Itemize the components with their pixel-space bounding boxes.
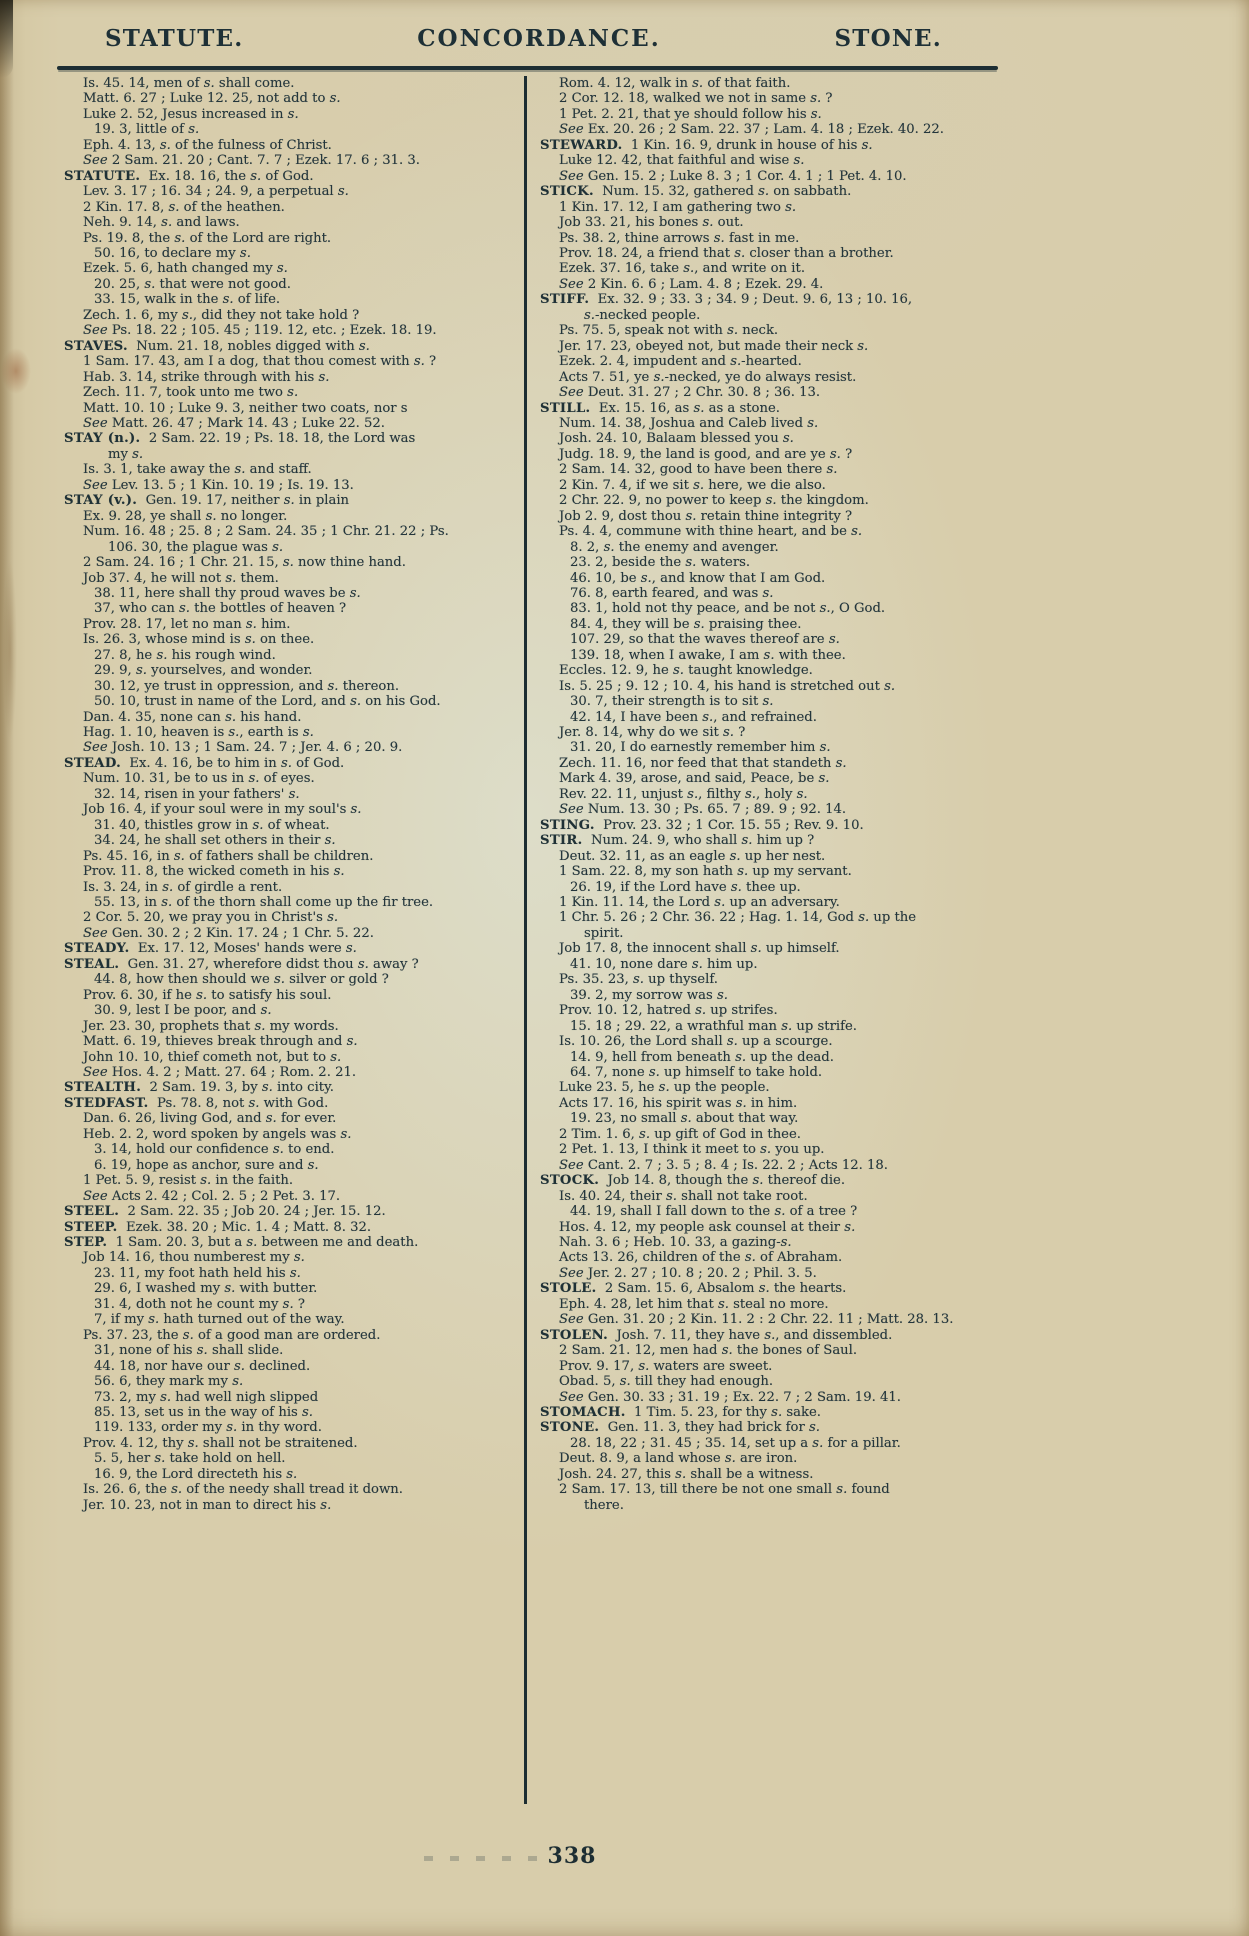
see-label: See xyxy=(559,802,584,818)
concordance-line: 2 Sam. 17. 13, till there be not one small s. found xyxy=(559,1482,890,1498)
concordance-line: See 2 Kin. 6. 6 ; Lam. 4. 8 ; Ezek. 29. 4. xyxy=(559,276,824,292)
concordance-line: 30. 12, ye trust in oppression, and s. thereon. xyxy=(94,678,400,694)
entry-headword: STEDFAST. xyxy=(64,1095,149,1111)
concordance-line: STEP. 1 Sam. 20. 3, but a s. between me and death. xyxy=(64,1234,419,1250)
concordance-line: See Hos. 4. 2 ; Matt. 27. 64 ; Rom. 2. 21. xyxy=(83,1065,357,1080)
entry-headword: STEADY. xyxy=(64,941,130,957)
concordance-line: 56. 6, they mark my s. xyxy=(94,1374,244,1390)
concordance-line: Deut. 32. 11, as an eagle s. up her nest. xyxy=(559,848,826,864)
concordance-line: 2 Kin. 7. 4, if we sit s. here, we die also. xyxy=(559,477,826,493)
see-label: See xyxy=(559,122,584,138)
concordance-line: Hos. 4. 12, my people ask counsel at their s. xyxy=(559,1219,856,1235)
concordance-line: Matt. 6. 19, thieves break through and s. xyxy=(83,1034,358,1050)
concordance-line: STEALTH. 2 Sam. 19. 3, by s. into city. xyxy=(64,1080,334,1096)
concordance-line: Num. 10. 31, be to us in s. of eyes. xyxy=(83,771,315,787)
concordance-line: 15. 18 ; 29. 22, a wrathful man s. up strife. xyxy=(570,1018,858,1034)
concordance-line: 39. 2, my sorrow was s. xyxy=(570,987,728,1003)
concordance-line: Prov. 28. 17, let no man s. him. xyxy=(83,616,291,632)
concordance-line: 1 Kin. 11. 14, the Lord s. up an adversary. xyxy=(559,895,840,911)
concordance-line: STIFF. Ex. 32. 9 ; 33. 3 ; 34. 9 ; Deut. 9. 6, 13 ; 10. 16, xyxy=(540,292,913,308)
concordance-line: 44. 19, shall I fall down to the s. of a tree ? xyxy=(570,1204,858,1220)
concordance-line: John 10. 10, thief cometh not, but to s. xyxy=(83,1049,342,1065)
concordance-line: Rev. 22. 11, unjust s., filthy s., holy s. xyxy=(559,786,808,802)
concordance-line: Ps. 75. 5, speak not with s. neck. xyxy=(559,323,779,339)
concordance-line: Jer. 10. 23, not in man to direct his s. xyxy=(83,1497,332,1513)
concordance-line: 5. 5, her s. take hold on hell. xyxy=(94,1451,286,1467)
concordance-line: Luke 12. 42, that faithful and wise s. xyxy=(559,153,805,169)
right-column xyxy=(524,76,994,1804)
entry-headword: STOLEN. xyxy=(540,1327,609,1343)
concordance-line: 19. 23, no small s. about that way. xyxy=(570,1111,799,1127)
entry-headword: STING. xyxy=(540,817,595,833)
concordance-line: Is. 45. 14, men of s. shall come. xyxy=(83,76,295,91)
concordance-line: See Num. 13. 30 ; Ps. 65. 7 ; 89. 9 ; 92. 14. xyxy=(559,802,847,818)
see-label: See xyxy=(559,168,584,184)
concordance-line: 29. 9, s. yourselves, and wonder. xyxy=(94,663,313,679)
concordance-line: 139. 18, when I awake, I am s. with thee. xyxy=(570,647,846,663)
entry-headword: STOLE. xyxy=(540,1281,597,1297)
concordance-line: STEAD. Ex. 4. 16, be to him in s. of God. xyxy=(64,755,345,771)
entry-headword: STAY (v.). xyxy=(64,493,138,509)
concordance-line: Matt. 6. 27 ; Luke 12. 25, not add to s. xyxy=(83,91,341,107)
concordance-line: See Gen. 30. 33 ; 31. 19 ; Ex. 22. 7 ; 2 Sam. 19. 41. xyxy=(559,1389,901,1405)
concordance-line: 107. 29, so that the waves thereof are s. xyxy=(570,632,840,648)
edge-stain xyxy=(3,560,17,740)
see-label: See xyxy=(83,740,108,756)
running-head-left: STATUTE. xyxy=(105,25,244,52)
concordance-line: 16. 9, the Lord directeth his s. xyxy=(94,1466,298,1482)
see-label: See xyxy=(559,1265,584,1281)
concordance-line: STILL. Ex. 15. 16, as s. as a stone. xyxy=(540,400,780,416)
concordance-line: s.-necked people. xyxy=(584,307,701,323)
concordance-line: Is. 26. 3, whose mind is s. on thee. xyxy=(83,632,315,648)
see-label: See xyxy=(83,1188,108,1204)
concordance-line: 19. 3, little of s. xyxy=(94,122,200,138)
concordance-line: spirit. xyxy=(584,925,624,941)
page-number: 338 xyxy=(547,1843,597,1869)
concordance-line: STEEL. 2 Sam. 22. 35 ; Job 20. 24 ; Jer. 15. 12. xyxy=(64,1204,386,1220)
concordance-line: STING. Prov. 23. 32 ; 1 Cor. 15. 55 ; Rev. 9. 10. xyxy=(540,817,864,833)
concordance-line: Neh. 9. 14, s. and laws. xyxy=(83,215,240,231)
concordance-line: STEADY. Ex. 17. 12, Moses' hands were s. xyxy=(64,941,357,957)
concordance-line: See Gen. 15. 2 ; Luke 8. 3 ; 1 Cor. 4. 1 ; 1 Pet. 4. 10. xyxy=(559,168,907,184)
see-label: See xyxy=(559,1312,584,1328)
entry-headword: STEWARD. xyxy=(540,137,623,153)
concordance-line: STOLE. 2 Sam. 15. 6, Absalom s. the hearts. xyxy=(540,1281,847,1297)
concordance-line: See Ps. 18. 22 ; 105. 45 ; 119. 12, etc. ; Ezek. 18. 19. xyxy=(83,323,437,339)
running-head-center: CONCORDANCE. xyxy=(417,25,661,52)
concordance-line: 2 Cor. 12. 18, walked we not in same s. ? xyxy=(559,91,833,107)
entry-headword: STILL. xyxy=(540,400,591,416)
concordance-line: 50. 10, trust in name of the Lord, and s. on his God. xyxy=(94,694,441,710)
concordance-line: Dan. 4. 35, none can s. his hand. xyxy=(83,709,302,725)
concordance-line: Prov. 10. 12, hatred s. up strifes. xyxy=(559,1003,778,1019)
concordance-line: See Gen. 31. 20 ; 2 Kin. 11. 2 : 2 Chr. 22. 11 ; Matt. 28. 13. xyxy=(559,1312,954,1328)
concordance-line: Job 17. 8, the innocent shall s. up himself. xyxy=(559,941,840,957)
concordance-line: Matt. 10. 10 ; Luke 9. 3, neither two coats, nor s xyxy=(83,400,408,416)
concordance-line: 31. 4, doth not he count my s. ? xyxy=(94,1296,305,1312)
concordance-line: 31. 40, thistles grow in s. of wheat. xyxy=(94,817,330,833)
concordance-line: 26. 19, if the Lord have s. thee up. xyxy=(570,879,801,895)
see-label: See xyxy=(83,925,108,941)
concordance-line: Dan. 6. 26, living God, and s. for ever. xyxy=(83,1111,337,1127)
concordance-line: Job 37. 4, he will not s. them. xyxy=(83,570,279,586)
concordance-line: there. xyxy=(584,1497,624,1513)
concordance-line: 31, none of his s. shall slide. xyxy=(94,1343,284,1359)
pencil-marks xyxy=(424,1856,542,1861)
concordance-line: 37, who can s. the bottles of heaven ? xyxy=(94,601,347,617)
concordance-line: 41. 10, none dare s. him up. xyxy=(570,956,758,972)
concordance-line: Josh. 24. 27, this s. shall be a witness. xyxy=(559,1466,814,1482)
concordance-line: STONE. Gen. 11. 3, they had brick for s. xyxy=(540,1420,820,1436)
concordance-line: 83. 1, hold not thy peace, and be not s., O God. xyxy=(570,601,886,617)
see-label: See xyxy=(83,477,108,493)
concordance-line: 2 Pet. 1. 13, I think it meet to s. you up. xyxy=(559,1142,825,1158)
running-head xyxy=(60,25,994,52)
concordance-line: Eph. 4. 28, let him that s. steal no more. xyxy=(559,1296,829,1312)
concordance-line: Josh. 24. 10, Balaam blessed you s. xyxy=(559,431,794,447)
concordance-line: STEWARD. 1 Kin. 16. 9, drunk in house of his s. xyxy=(540,137,873,153)
concordance-line: Ezek. 37. 16, take s., and write on it. xyxy=(559,261,806,277)
concordance-line: See Cant. 2. 7 ; 3. 5 ; 8. 4 ; Is. 22. 2 ; Acts 12. 18. xyxy=(559,1157,888,1173)
concordance-line: 2 Kin. 17. 8, s. of the heathen. xyxy=(83,199,285,215)
concordance-line: Eph. 4. 13, s. of the fulness of Christ. xyxy=(83,137,332,153)
concordance-line: STIR. Num. 24. 9, who shall s. him up ? xyxy=(540,833,815,849)
entry-headword: STEEL. xyxy=(64,1204,120,1220)
concordance-line: Eccles. 12. 9, he s. taught knowledge. xyxy=(559,663,813,679)
see-label: See xyxy=(559,276,584,292)
concordance-line: my s. xyxy=(108,446,144,462)
concordance-line: 20. 25, s. that were not good. xyxy=(94,276,291,292)
concordance-line: 29. 6, I washed my s. with butter. xyxy=(94,1281,318,1297)
concordance-line: 2 Sam. 21. 12, men had s. the bones of Saul. xyxy=(559,1343,858,1359)
concordance-line: 23. 2, beside the s. waters. xyxy=(570,555,751,571)
entry-headword: STONE. xyxy=(540,1420,600,1436)
concordance-line: 1 Kin. 17. 12, I am gathering two s. xyxy=(559,199,797,215)
concordance-line: 1 Sam. 17. 43, am I a dog, that thou comest with s. ? xyxy=(83,354,437,370)
concordance-line: Job 14. 16, thou numberest my s. xyxy=(83,1250,305,1266)
concordance-line: Prov. 18. 24, a friend that s. closer than a brother. xyxy=(559,245,894,261)
see-label: See xyxy=(559,1157,584,1173)
concordance-line: 73. 2, my s. had well nigh slipped xyxy=(94,1389,319,1405)
concordance-line: See Deut. 31. 27 ; 2 Chr. 30. 8 ; 36. 13. xyxy=(559,385,821,401)
entry-headword: STICK. xyxy=(540,184,594,200)
concordance-line: STOMACH. 1 Tim. 5. 23, for thy s. sake. xyxy=(540,1404,821,1420)
entry-headword: STOMACH. xyxy=(540,1404,626,1420)
concordance-line: 85. 13, set us in the way of his s. xyxy=(94,1404,313,1420)
concordance-line: 38. 11, here shall thy proud waves be s. xyxy=(94,585,361,601)
concordance-line: 119. 133, order my s. in thy word. xyxy=(94,1420,322,1436)
concordance-line: Is. 40. 24, their s. shall not take root. xyxy=(559,1188,808,1204)
concordance-line: Rom. 4. 12, walk in s. of that faith. xyxy=(559,76,791,91)
concordance-line: Acts 13. 26, children of the s. of Abraham. xyxy=(559,1250,843,1266)
concordance-line: Jer. 8. 14, why do we sit s. ? xyxy=(559,725,746,741)
see-label: See xyxy=(83,1065,108,1080)
concordance-line: 2 Sam. 14. 32, good to have been there s. xyxy=(559,462,838,478)
concordance-line: 1 Chr. 5. 26 ; 2 Chr. 36. 22 ; Hag. 1. 14, God s. up the xyxy=(559,910,917,926)
concordance-line: 28. 18, 22 ; 31. 45 ; 35. 14, set up a s. for a pillar. xyxy=(570,1435,901,1451)
concordance-line: 8. 2, s. the enemy and avenger. xyxy=(570,539,779,555)
concordance-line: 50. 16, to declare my s. xyxy=(94,245,251,261)
concordance-line: Zech. 11. 7, took unto me two s. xyxy=(83,385,299,401)
concordance-line: Ps. 38. 2, thine arrows s. fast in me. xyxy=(559,230,800,246)
concordance-line: 31. 20, I do earnestly remember him s. xyxy=(570,740,831,756)
entry-headword: STEAD. xyxy=(64,755,121,771)
concordance-line: Luke 2. 52, Jesus increased in s. xyxy=(83,106,299,122)
see-label: See xyxy=(559,1389,584,1405)
concordance-line: 14. 9, hell from beneath s. up the dead. xyxy=(570,1049,834,1065)
ink-stain xyxy=(1,348,31,394)
concordance-line: Is. 5. 25 ; 9. 12 ; 10. 4, his hand is stretched out s. xyxy=(559,678,896,694)
concordance-line: Num. 14. 38, Joshua and Caleb lived s. xyxy=(559,415,819,431)
entry-headword: STIR. xyxy=(540,833,583,849)
concordance-line: STAY (n.). 2 Sam. 22. 19 ; Ps. 18. 18, the Lord was xyxy=(64,431,416,447)
concordance-line: 34. 24, he shall set others in their s. xyxy=(94,833,336,849)
concordance-line: STEAL. Gen. 31. 27, wherefore didst thou s. away ? xyxy=(64,956,419,972)
concordance-line: Num. 16. 48 ; 25. 8 ; 2 Sam. 24. 35 ; 1 Chr. 21. 22 ; Ps. xyxy=(83,524,449,540)
concordance-line: Is. 26. 6, the s. of the needy shall tread it down. xyxy=(83,1482,403,1498)
concordance-line: Jer. 23. 30, prophets that s. my words. xyxy=(83,1018,339,1034)
concordance-line: 64. 7, none s. up himself to take hold. xyxy=(570,1065,823,1080)
concordance-line: Lev. 3. 17 ; 16. 34 ; 24. 9, a perpetual s. xyxy=(83,184,349,200)
concordance-line: Hab. 3. 14, strike through with his s. xyxy=(83,369,330,385)
concordance-line: Ezek. 2. 4, impudent and s.-hearted. xyxy=(559,354,802,370)
concordance-line: Ex. 9. 28, ye shall s. no longer. xyxy=(83,508,288,524)
page-edge-shadow xyxy=(0,0,14,1936)
concordance-line: See Acts 2. 42 ; Col. 2. 5 ; 2 Pet. 3. 17. xyxy=(83,1188,341,1204)
concordance-line: See Jer. 2. 27 ; 10. 8 ; 20. 2 ; Phil. 3. 5. xyxy=(559,1265,817,1281)
concordance-line: Prov. 6. 30, if he s. to satisfy his soul. xyxy=(83,987,332,1003)
concordance-line: Deut. 8. 9, a land whose s. are iron. xyxy=(559,1451,798,1467)
concordance-line: 3. 14, hold our confidence s. to end. xyxy=(94,1142,335,1158)
concordance-line: Ps. 35. 23, s. up thyself. xyxy=(559,972,718,988)
concordance-line: See Lev. 13. 5 ; 1 Kin. 10. 19 ; Is. 19. 13. xyxy=(83,477,354,493)
concordance-line: 2 Cor. 5. 20, we pray you in Christ's s. xyxy=(83,910,339,926)
concordance-line: 2 Tim. 1. 6, s. up gift of God in thee. xyxy=(559,1126,801,1142)
see-label: See xyxy=(83,323,108,339)
concordance-line: 55. 13, in s. of the thorn shall come up the fir tree. xyxy=(94,895,434,911)
concordance-line: 46. 10, be s., and know that I am God. xyxy=(570,570,826,586)
concordance-line: Acts 7. 51, ye s.-necked, ye do always resist. xyxy=(559,369,857,385)
concordance-line: STICK. Num. 15. 32, gathered s. on sabbath. xyxy=(540,184,852,200)
concordance-line: Obad. 5, s. till they had enough. xyxy=(559,1374,774,1390)
concordance-line: Zech. 11. 16, nor feed that that standeth s. xyxy=(559,755,847,771)
concordance-line: Zech. 1. 6, my s., did they not take hold ? xyxy=(83,307,360,323)
concordance-line: Job 16. 4, if your soul were in my soul's s. xyxy=(83,802,362,818)
concordance-line: 30. 9, lest I be poor, and s. xyxy=(94,1003,272,1019)
concordance-line: 2 Chr. 22. 9, no power to keep s. the kingdom. xyxy=(559,493,869,509)
concordance-line: Job 33. 21, his bones s. out. xyxy=(559,215,744,231)
concordance-line: 7, if my s. hath turned out of the way. xyxy=(94,1312,345,1328)
concordance-line: See Matt. 26. 47 ; Mark 14. 43 ; Luke 22. 52. xyxy=(83,415,385,431)
concordance-line: 30. 7, their strength is to sit s. xyxy=(570,694,774,710)
concordance-line: STATUTE. Ex. 18. 16, the s. of God. xyxy=(64,168,314,184)
concordance-line: Ps. 4. 4, commune with thine heart, and be s. xyxy=(559,524,863,540)
concordance-line: Ps. 45. 16, in s. of fathers shall be children. xyxy=(83,848,374,864)
concordance-line: 1 Pet. 2. 21, that ye should follow his s. xyxy=(559,106,822,122)
see-label: See xyxy=(559,385,584,401)
concordance-line: Ezek. 5. 6, hath changed my s. xyxy=(83,261,288,277)
concordance-line: 1 Pet. 5. 9, resist s. in the faith. xyxy=(83,1173,294,1189)
concordance-line: 23. 11, my foot hath held his s. xyxy=(94,1265,301,1281)
entry-headword: STATUTE. xyxy=(64,168,141,184)
header-rule xyxy=(57,66,998,70)
entry-headword: STOCK. xyxy=(540,1173,600,1189)
concordance-line: Nah. 3. 6 ; Heb. 10. 33, a gazing-s. xyxy=(559,1234,792,1250)
concordance-line: STAY (v.). Gen. 19. 17, neither s. in plain xyxy=(64,493,350,509)
concordance-line: STEDFAST. Ps. 78. 8, not s. with God. xyxy=(64,1095,329,1111)
entry-headword: STAVES. xyxy=(64,338,128,354)
concordance-line: Is. 3. 1, take away the s. and staff. xyxy=(83,462,312,478)
text-columns xyxy=(60,76,994,1804)
concordance-line: 6. 19, hope as anchor, sure and s. xyxy=(94,1157,319,1173)
concordance-line: 42. 14, I have been s., and refrained. xyxy=(570,709,817,725)
concordance-line: 27. 8, he s. his rough wind. xyxy=(94,647,276,663)
concordance-line: Acts 17. 16, his spirit was s. in him. xyxy=(559,1095,798,1111)
entry-headword: STEALTH. xyxy=(64,1080,142,1096)
concordance-line: 33. 15, walk in the s. of life. xyxy=(94,292,281,308)
concordance-line: 106. 30, the plague was s. xyxy=(108,539,284,555)
concordance-line: Prov. 9. 17, s. waters are sweet. xyxy=(559,1358,773,1374)
corner-shadow xyxy=(0,0,13,78)
concordance-line: 44. 8, how then should we s. silver or gold ? xyxy=(94,972,389,988)
page-footer xyxy=(0,1843,1020,1869)
concordance-line: STOCK. Job 14. 8, though the s. thereof die. xyxy=(540,1173,846,1189)
concordance-line: 1 Sam. 22. 8, my son hath s. up my servant. xyxy=(559,864,852,880)
concordance-line: Luke 23. 5, he s. up the people. xyxy=(559,1080,770,1096)
concordance-line: See Gen. 30. 2 ; 2 Kin. 17. 24 ; 1 Chr. 5. 22. xyxy=(83,925,374,941)
concordance-line: See Ex. 20. 26 ; 2 Sam. 22. 37 ; Lam. 4. 18 ; Ezek. 40. 22. xyxy=(559,122,944,138)
concordance-line: See 2 Sam. 21. 20 ; Cant. 7. 7 ; Ezek. 17. 6 ; 31. 3. xyxy=(83,153,420,169)
entry-headword: STEAL. xyxy=(64,956,120,972)
concordance-line: 32. 14, risen in your fathers' s. xyxy=(94,786,300,802)
concordance-line: 2 Sam. 24. 16 ; 1 Chr. 21. 15, s. now thine hand. xyxy=(83,555,406,571)
left-column xyxy=(60,76,524,1804)
see-label: See xyxy=(83,415,108,431)
concordance-line: Mark 4. 39, arose, and said, Peace, be s. xyxy=(559,771,830,787)
concordance-line: Is. 3. 24, in s. of girdle a rent. xyxy=(83,879,283,895)
concordance-line: Heb. 2. 2, word spoken by angels was s. xyxy=(83,1126,352,1142)
see-label: See xyxy=(83,153,108,169)
running-head-right: STONE. xyxy=(834,25,942,52)
concordance-line: Judg. 18. 9, the land is good, and are ye s. ? xyxy=(559,446,853,462)
concordance-line: STOLEN. Josh. 7. 11, they have s., and dissembled. xyxy=(540,1327,893,1343)
entry-headword: STEEP. xyxy=(64,1219,118,1235)
concordance-line: Job 2. 9, dost thou s. retain thine integrity ? xyxy=(559,508,853,524)
entry-headword: STAY (n.). xyxy=(64,431,141,447)
concordance-line: STAVES. Num. 21. 18, nobles digged with s. xyxy=(64,338,370,354)
concordance-line: 76. 8, earth feared, and was s. xyxy=(570,585,774,601)
concordance-line: 44. 18, nor have our s. declined. xyxy=(94,1358,311,1374)
concordance-line: Ps. 19. 8, the s. of the Lord are right. xyxy=(83,230,332,246)
concordance-line: STEEP. Ezek. 38. 20 ; Mic. 1. 4 ; Matt. 8. 32. xyxy=(64,1219,372,1235)
entry-headword: STIFF. xyxy=(540,292,590,308)
concordance-line: Hag. 1. 10, heaven is s., earth is s. xyxy=(83,725,314,741)
concordance-line: 84. 4, they will be s. praising thee. xyxy=(570,616,802,632)
concordance-line: Prov. 11. 8, the wicked cometh in his s. xyxy=(83,864,345,880)
concordance-line: Prov. 4. 12, thy s. shall not be straitened. xyxy=(83,1435,358,1451)
entry-headword: STEP. xyxy=(64,1234,108,1250)
concordance-line: Is. 10. 26, the Lord shall s. up a scourge. xyxy=(559,1034,833,1050)
concordance-line: Jer. 17. 23, obeyed not, but made their neck s. xyxy=(559,338,869,354)
concordance-line: See Josh. 10. 13 ; 1 Sam. 24. 7 ; Jer. 4. 6 ; 20. 9. xyxy=(83,740,403,756)
concordance-line: Ps. 37. 23, the s. of a good man are ordered. xyxy=(83,1327,381,1343)
